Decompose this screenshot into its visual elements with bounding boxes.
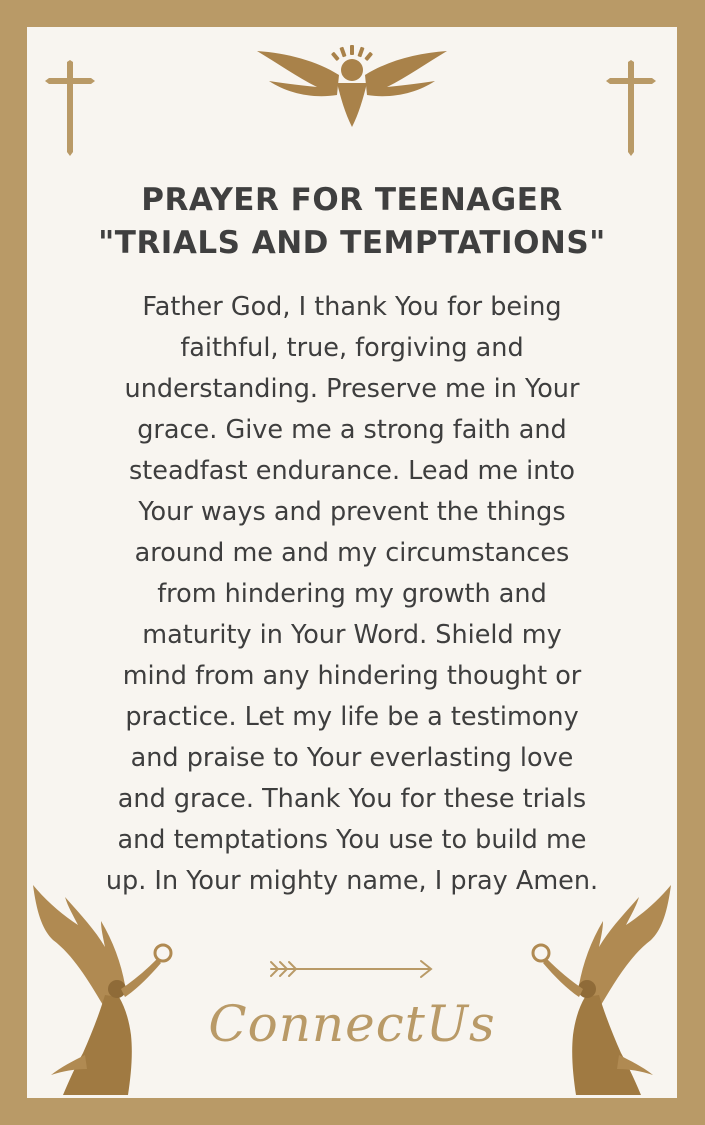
prayer-line: and praise to Your everlasting love	[130, 743, 574, 773]
prayer-line: faithful, true, forgiving and	[180, 333, 524, 363]
title-line-1: PRAYER FOR TEENAGER	[141, 182, 563, 218]
prayer-card	[27, 27, 677, 1098]
prayer-text	[55, 287, 649, 902]
cross-icon	[606, 60, 656, 156]
angel-icon	[521, 885, 671, 1095]
prayer-line: and temptations You use to build me	[117, 825, 587, 855]
cross-icon	[45, 60, 95, 156]
prayer-line: steadfast endurance. Lead me into	[128, 456, 575, 486]
prayer-line: up. In Your mighty name, I pray Amen.	[105, 866, 599, 896]
prayer-line: mind from any hindering thought or	[122, 661, 582, 691]
title-line-2: "TRIALS AND TEMPTATIONS"	[98, 225, 606, 261]
prayer-line: grace. Give me a strong faith and	[137, 415, 567, 445]
prayer-line: understanding. Preserve me in Your	[124, 374, 580, 404]
brand-logo: ConnectUs	[208, 995, 496, 1053]
dove-icon	[257, 43, 447, 129]
arrow-icon	[269, 957, 435, 981]
prayer-line: Father God, I thank You for being	[142, 292, 562, 322]
prayer-line: Your ways and prevent the things	[138, 497, 566, 527]
prayer-line: maturity in Your Word. Shield my	[142, 620, 562, 650]
angel-icon	[33, 885, 183, 1095]
prayer-line: from hindering my growth and	[157, 579, 547, 609]
prayer-line: around me and my circumstances	[134, 538, 570, 568]
prayer-line: practice. Let my life be a testimony	[125, 702, 579, 732]
prayer-line: and grace. Thank You for these trials	[117, 784, 587, 814]
